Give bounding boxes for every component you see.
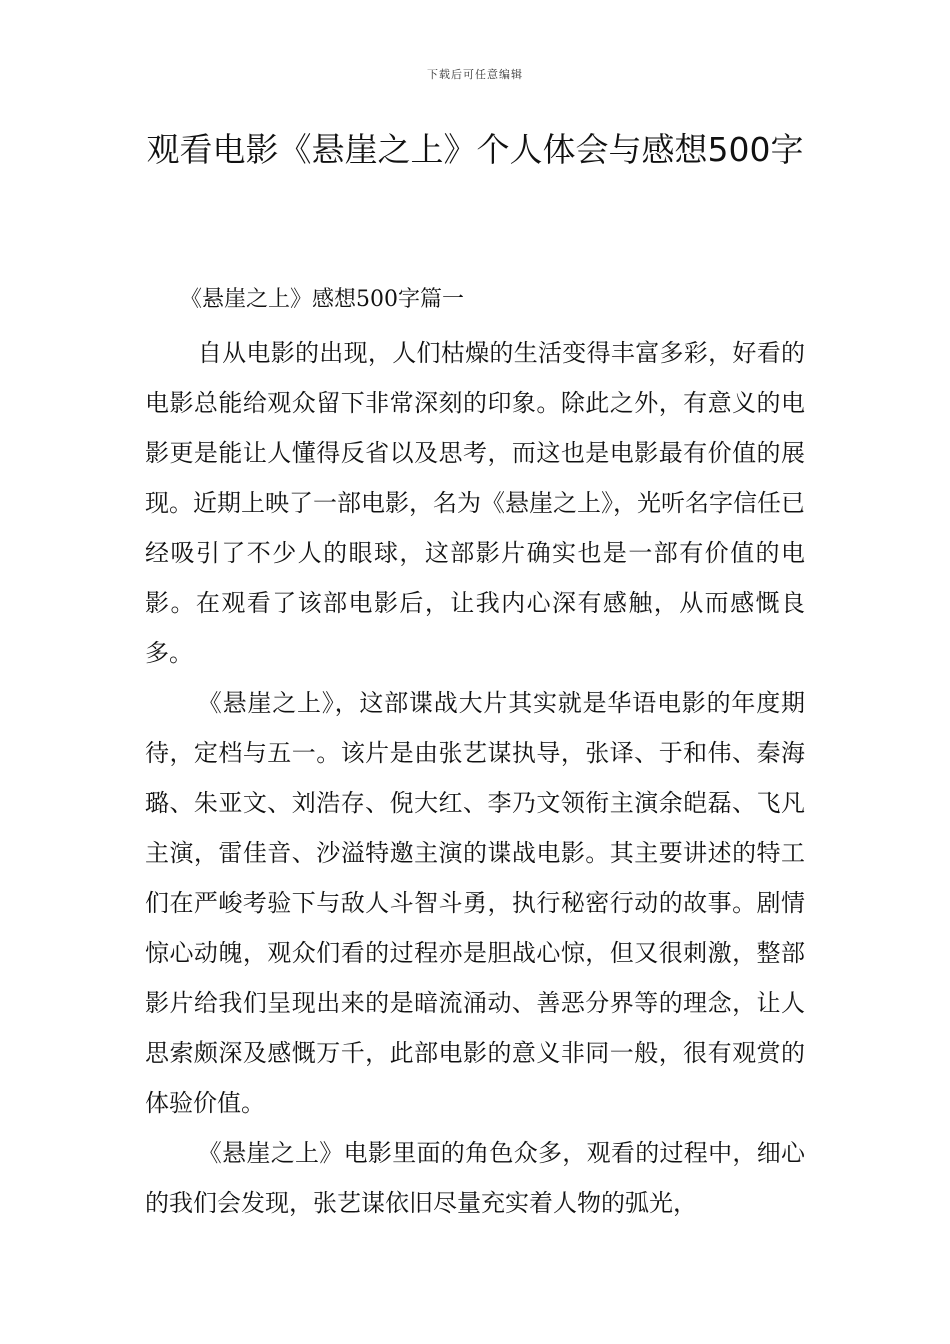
section-heading: 《悬崖之上》感想500字篇一	[180, 287, 464, 312]
document-title: 观看电影《悬崖之上》个人体会与感想500字	[146, 130, 804, 169]
paragraph-2: 《悬崖之上》，这部谍战大片其实就是华语电影的年度期待，定档与五一。该片是由张艺谋执导，张译、于和伟、秦海璐、朱亚文、刘浩存、倪大红、李乃文领衔主演余皑磊、飞凡主演，雷佳音、沙溢特邀主演的谍战电影。其主要讲述的特工们在严峻考验下与敌人斗智斗勇，执行秘密行动的故事。剧情惊心动魄，观众们看的过程亦是胆战心惊，但又很刺激，整部影片给我们呈现出来的是暗流涌动、善恶分界等的理念，让人思索颇深及感慨万千，此部电影的意义非同一般，很有观赏的体验价值。	[145, 689, 805, 1117]
paragraph-3: 《悬崖之上》电影里面的角色众多，观看的过程中，细心的我们会发现，张艺谋依旧尽量充实着人物的弧光，	[145, 1139, 805, 1217]
article-body	[145, 328, 805, 1228]
page-header-note: 下载后可任意编辑	[427, 68, 523, 81]
paragraph-1: 自从电影的出现，人们枯燥的生活变得丰富多彩，好看的电影总能给观众留下非常深刻的印象。除此之外，有意义的电影更是能让人懂得反省以及思考，而这也是电影最有价值的展现。近期上映了一部电影，名为《悬崖之上》，光听名字信任已经吸引了不少人的眼球，这部影片确实也是一部有价值的电影。在观看了该部电影后，让我内心深有感触，从而感慨良多。	[145, 339, 805, 667]
